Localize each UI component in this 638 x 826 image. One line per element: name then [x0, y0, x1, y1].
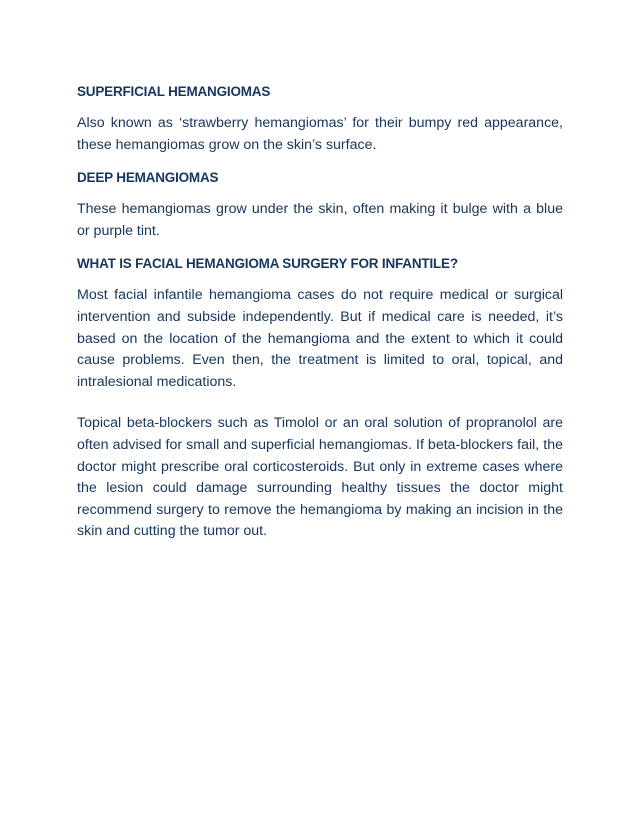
- section-deep-hemangiomas: [77, 168, 563, 242]
- section-heading: WHAT IS FACIAL HEMANGIOMA SURGERY FOR INFANTILE?: [77, 256, 458, 272]
- document-page: [77, 82, 563, 555]
- section-paragraph: Also known as ‘strawberry hemangiomas’ for their bumpy red appearance, these hemangiomas grow on the skin’s surface.: [77, 115, 563, 153]
- section-heading: SUPERFICIAL HEMANGIOMAS: [77, 84, 271, 99]
- section-paragraph: These hemangiomas grow under the skin, often making it bulge with a blue or purple tint.: [77, 201, 563, 239]
- section-superficial-hemangiomas: [77, 82, 563, 156]
- section-paragraph: Topical beta-blockers such as Timolol or an oral solution of propranolol are often advised for small and superficial hemangiomas. If beta-blockers fail, the doctor might prescribe oral corticosteroids. But only in extreme cases where the lesion could damage surrounding healthy tissues the doctor might recommend surgery to remove the hemangioma by making an incision in the skin and cutting the tumor out.: [77, 415, 563, 540]
- section-heading: DEEP HEMANGIOMAS: [77, 170, 219, 186]
- section-facial-hemangioma-surgery: [77, 254, 563, 543]
- section-paragraph: Most facial infantile hemangioma cases do not require medical or surgical intervention and subside independently. But if medical care is needed, it’s based on the location of the hemangioma and the extent to which it could cause problems. Even then, the treatment is limited to oral, topical, and intralesional medications.: [77, 287, 563, 390]
